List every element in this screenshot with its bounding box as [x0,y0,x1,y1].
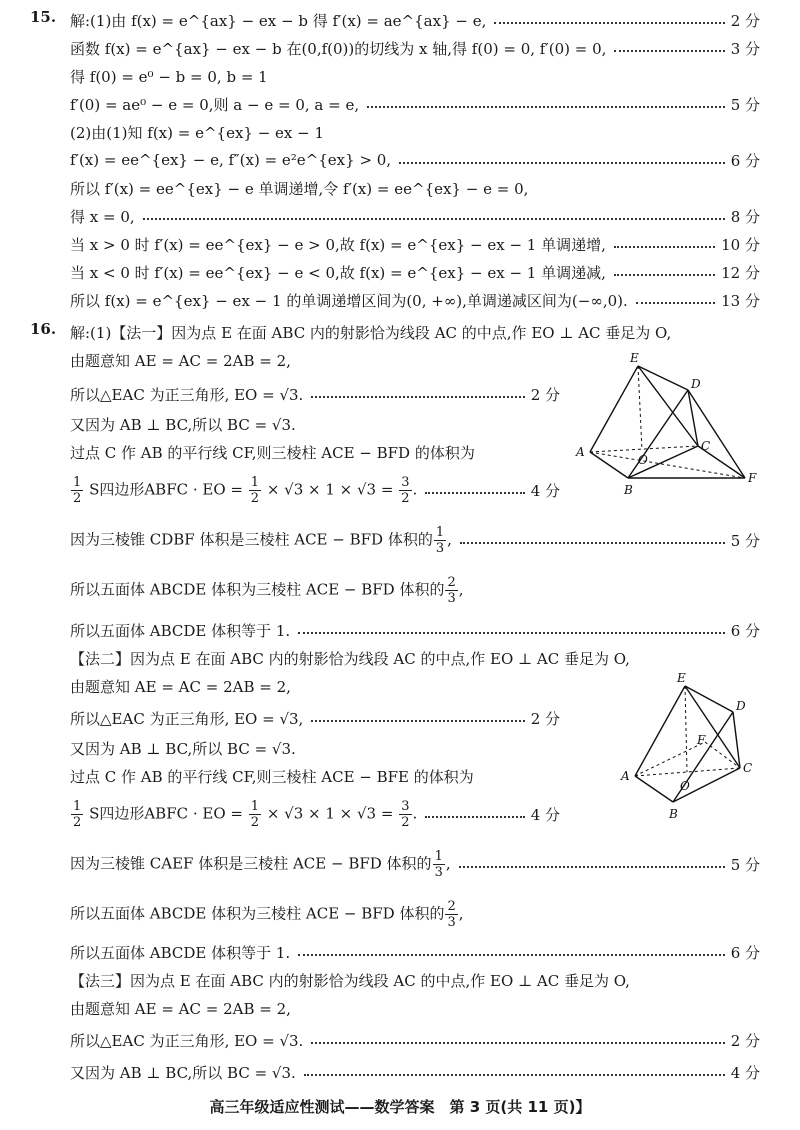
score: 6 分 [730,621,760,640]
m3-line-4: 又因为 AB ⊥ BC,所以 BC = √3. 4 分 [70,1063,760,1082]
m2-line-9: 所以五面体 ABCDE 体积等于 1. 6 分 [70,943,760,962]
label-C: C [743,761,753,775]
label-B: B [669,807,678,820]
p15-line-1: 解:(1)由 f(x) = e^{ax} − ex − b 得 f′(x) = ae^{ax} − e, 2 分 [70,11,760,30]
label-A: A [621,769,630,783]
edge-AB [635,776,673,802]
edge-EO-hidden [685,686,687,772]
score: 6 分 [730,151,760,170]
score: 4 分 [530,481,560,500]
m2-line-7: 因为三棱锥 CAEF 体积是三棱柱 ACE − BFD 体积的 $\frac{1}{3}$ , 5 分 [70,848,760,880]
edge-EO-hidden [638,366,642,450]
label-O: O [680,779,690,793]
m1-line-1: 解:(1)【法一】因为点 E 在面 ABC 内的射影恰为线段 AC 的中点,作 EO ⊥ AC 垂足为 O, [70,323,672,342]
page-footer: 高三年级适应性测试——数学答案 第 3 页(共 11 页)】 [209,1098,591,1116]
score: 3 分 [730,39,760,58]
p15-line-2: 函数 f(x) = e^{ax} − ex − b 在(0,f(0))的切线为 x 轴,得 f(0) = 0, f′(0) = 0, 3 分 [70,39,760,58]
score: 5 分 [730,855,760,874]
m1-line-5: 过点 C 作 AB 的平行线 CF,则三棱柱 ACE − BFD 的体积为 [70,443,475,462]
label-E: E [677,671,686,685]
label-F: F [748,471,757,485]
score: 4 分 [530,805,560,824]
edge-FC-hidden [705,742,740,768]
label-A: A [576,445,585,459]
problem-number-16: 16. [30,320,57,338]
fraction: $\frac{1}{2}$ [73,798,82,830]
fraction: $\frac{1}{2}$ [250,474,260,506]
label-D: D [736,699,746,713]
label-C: C [701,439,711,453]
fraction: $\frac{2}{3}$ [447,898,456,930]
score: 12 分 [721,263,760,282]
p15-line-5: (2)由(1)知 f(x) = e^{ex} − ex − 1 [70,123,325,142]
edge-AC-hidden [635,768,740,776]
label-D: D [691,377,701,391]
score: 2 分 [730,11,760,30]
m1-line-4: 又因为 AB ⊥ BC,所以 BC = √3. [70,415,296,434]
pentahedron-figure-2 [615,670,765,820]
m2-line-1: 【法二】因为点 E 在面 ABC 内的射影恰为线段 AC 的中点,作 EO ⊥ AC 垂足为 O, [70,649,630,668]
label-B: B [624,483,633,497]
edge-AB [590,452,628,478]
m2-line-5: 过点 C 作 AB 的平行线 CF,则三棱柱 ACE − BFE 的体积为 [70,767,474,786]
m3-line-1: 【法三】因为点 E 在面 ABC 内的射影恰为线段 AC 的中点,作 EO ⊥ AC 垂足为 O, [70,971,630,990]
fraction: $\frac{1}{3}$ [435,524,445,556]
fraction: $\frac{3}{2}$ [401,798,410,830]
m1-line-2: 由题意知 AE = AC = 2AB = 2, [70,351,291,370]
fraction: $\frac{1}{2}$ [73,474,82,506]
edge-AF-hidden [590,452,745,478]
label-O: O [638,453,648,467]
fraction: $\frac{1}{2}$ [250,798,260,830]
m2-line-3: 所以△EAC 为正三角形, EO = √3, 2 分 [70,709,560,728]
p15-line-4: f′(0) = ae⁰ − e = 0,则 a − e = 0, a = e, 5 分 [70,95,760,114]
edge-AE [635,686,685,776]
m3-line-2: 由题意知 AE = AC = 2AB = 2, [70,999,291,1018]
edge-AC-hidden [590,446,698,452]
score: 4 分 [730,1063,760,1082]
p15-line-3: 得 f(0) = e⁰ − b = 0, b = 1 [70,67,268,86]
m2-line-6: $\frac{1}{2}$ S四边形ABFC · EO = $\frac{1}{2}$ × √3 × 1 × √3 = $\frac{3}{2}$ . 4 分 [73,798,560,830]
m3-line-3: 所以△EAC 为正三角形, EO = √3. 2 分 [70,1031,760,1050]
fraction: $\frac{2}{3}$ [447,574,456,606]
m1-line-3: 所以△EAC 为正三角形, EO = √3. 2 分 [70,385,560,404]
score: 13 分 [721,291,760,310]
p15-line-6: f′(x) = ee^{ex} − e, f″(x) = e²e^{ex} > 0, 6 分 [70,151,760,170]
m1-line-6: $\frac{1}{2}$ S四边形ABFC · EO = $\frac{1}{2}$ × √3 × 1 × √3 = $\frac{3}{2}$ . 4 分 [73,474,560,506]
score: 2 分 [530,709,560,728]
p15-line-11: 所以 f(x) = e^{ex} − ex − 1 的单调递增区间为(0, +∞),单调递减区间为(−∞,0). 13 分 [70,291,760,310]
problem-number-15: 15. [30,8,57,26]
label-F: F [697,733,706,747]
m1-line-7: 因为三棱锥 CDBF 体积是三棱柱 ACE − BFD 体积的 $\frac{1}{3}$ , 5 分 [70,524,760,556]
score: 5 分 [730,95,760,114]
p15-line-8: 得 x = 0, 8 分 [70,207,760,226]
score: 6 分 [730,943,760,962]
p15-line-9: 当 x > 0 时 f′(x) = ee^{ex} − e > 0,故 f(x) = e^{ex} − ex − 1 单调递增, 10 分 [70,235,760,254]
m2-line-4: 又因为 AB ⊥ BC,所以 BC = √3. [70,739,296,758]
edge-ED [638,366,688,390]
score: 2 分 [730,1031,760,1050]
score: 10 分 [721,235,760,254]
edge-EC [638,366,698,446]
m2-line-2: 由题意知 AE = AC = 2AB = 2, [70,677,291,696]
m1-line-8: 所以五面体 ABCDE 体积为三棱柱 ACE − BFD 体积的 $\frac{2}{3}$ , [70,574,464,606]
m1-line-9: 所以五面体 ABCDE 体积等于 1. 6 分 [70,621,760,640]
fraction: $\frac{3}{2}$ [401,474,410,506]
pentahedron-figure-1 [570,350,770,500]
edge-EC [685,686,740,768]
score: 8 分 [730,207,760,226]
p15-line-7: 所以 f′(x) = ee^{ex} − e 单调递增,令 f′(x) = ee^{ex} − e = 0, [70,179,529,198]
m2-line-8: 所以五面体 ABCDE 体积为三棱柱 ACE − BFD 体积的 $\frac{2}{3}$ , [70,898,464,930]
p15-line-10: 当 x < 0 时 f′(x) = ee^{ex} − e < 0,故 f(x) = e^{ex} − ex − 1 单调递减, 12 分 [70,263,760,282]
edge-ED [685,686,733,712]
score: 2 分 [530,385,560,404]
fraction: $\frac{1}{3}$ [434,848,443,880]
score: 5 分 [730,531,760,550]
label-E: E [630,351,639,365]
edge-AE [590,366,638,452]
